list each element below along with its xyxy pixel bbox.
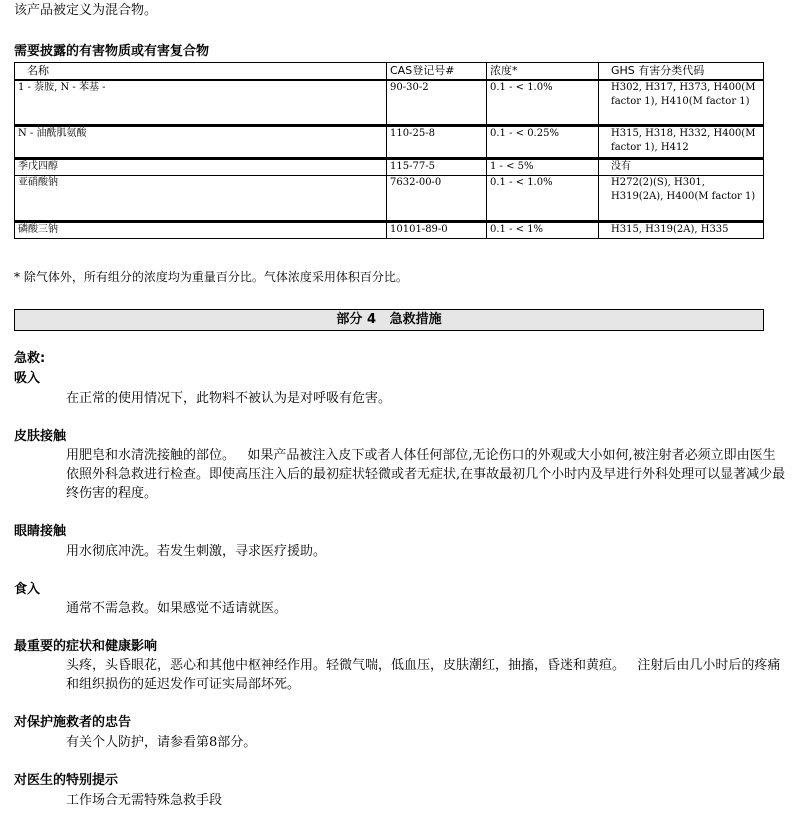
- concentration-footnote: * 除气体外，所有组分的浓度均为重量百分比。气体浓度采用体积百分比。: [14, 270, 408, 284]
- component-cas: 10101-89-0: [387, 222, 487, 239]
- component-name: 1 - 萘胺, N - 苯基 -: [15, 80, 387, 126]
- rescuer-advice-text: 有关个人防护，请参看第8部分。: [66, 735, 257, 750]
- component-concentration: 0.1 - < 1.0%: [487, 80, 599, 126]
- component-name: 季戊四醇: [15, 159, 387, 176]
- ingestion-text: 通常不需急救。如果感觉不适请就医。: [66, 601, 288, 616]
- rescuer-advice-label: 对保护施救者的忠告: [14, 715, 132, 730]
- component-name: 亚硝酸钠: [15, 176, 387, 222]
- mixture-statement: 该产品被定义为混合物。: [14, 3, 158, 18]
- table-row: [15, 126, 764, 159]
- hazard-table-title: 需要披露的有害物质或有害复合物: [14, 44, 210, 59]
- component-ghs: 没有: [599, 159, 764, 176]
- table-row: [15, 80, 764, 126]
- first-aid-label: 急救:: [14, 351, 46, 366]
- component-concentration: 0.1 - < 1.0%: [487, 176, 599, 222]
- ingestion-label: 食入: [14, 582, 41, 597]
- eye-contact-label: 眼睛接触: [14, 524, 67, 539]
- table-row: [15, 222, 764, 239]
- component-name: 磷酸三钠: [15, 222, 387, 239]
- header-concentration: 浓度*: [487, 63, 599, 80]
- component-cas: 90-30-2: [387, 80, 487, 126]
- component-ghs: H272(2)(S), H301, H319(2A), H400(M factor 1): [599, 176, 764, 222]
- table-row: [15, 159, 764, 176]
- header-name: 名称: [15, 63, 387, 80]
- component-concentration: 0.1 - < 0.25%: [487, 126, 599, 159]
- physician-note-label: 对医生的特别提示: [14, 773, 119, 788]
- component-cas: 115-77-5: [387, 159, 487, 176]
- hazard-components-table: [14, 62, 764, 239]
- table-header-row: [15, 63, 764, 80]
- component-ghs: H302, H317, H373, H400(M factor 1), H410(M factor 1): [599, 80, 764, 126]
- component-cas: 7632-00-0: [387, 176, 487, 222]
- inhalation-text: 在正常的使用情况下，此物料不被认为是对呼吸有危害。: [66, 391, 392, 406]
- inhalation-label: 吸入: [14, 371, 41, 386]
- section-4-header: [14, 309, 764, 331]
- table-row: [15, 176, 764, 222]
- header-ghs: GHS 有害分类代码: [599, 63, 764, 80]
- physician-note-text: 工作场合无需特殊急救手段: [66, 793, 223, 808]
- component-ghs: H315, H319(2A), H335: [599, 222, 764, 239]
- skin-contact-label: 皮肤接触: [14, 429, 67, 444]
- component-concentration: 1 - < 5%: [487, 159, 599, 176]
- symptoms-text: 头疼，头昏眼花，恶心和其他中枢神经作用。轻微气喘，低血压，皮肤潮红，抽搐，昏迷和黄疸。 注射后由几小时后的疼痛和组织损伤的延迟发作可证实局部坏死。: [66, 658, 781, 692]
- component-name: N - 油酰肌氨酸: [15, 126, 387, 159]
- component-concentration: 0.1 - < 1%: [487, 222, 599, 239]
- eye-contact-text: 用水彻底冲洗。若发生刺激，寻求医疗援助。: [66, 544, 327, 559]
- symptoms-label: 最重要的症状和健康影响: [14, 639, 158, 654]
- header-cas: CAS登记号#: [387, 63, 487, 80]
- skin-contact-text: 用肥皂和水清洗接触的部位。 如果产品被注入皮下或者人体任何部位,无论伤口的外观或大小如何,被注射者必须立即由医生依照外科急救进行检查。即使高压注入后的最初症状轻微或者无症状,在事故最初几个小时内及早进行外科处理可以显著减少最终伤害的程度。: [66, 448, 786, 501]
- component-ghs: H315, H318, H332, H400(M factor 1), H412: [599, 126, 764, 159]
- component-cas: 110-25-8: [387, 126, 487, 159]
- section-4-title: 部分 4 急救措施: [336, 312, 442, 327]
